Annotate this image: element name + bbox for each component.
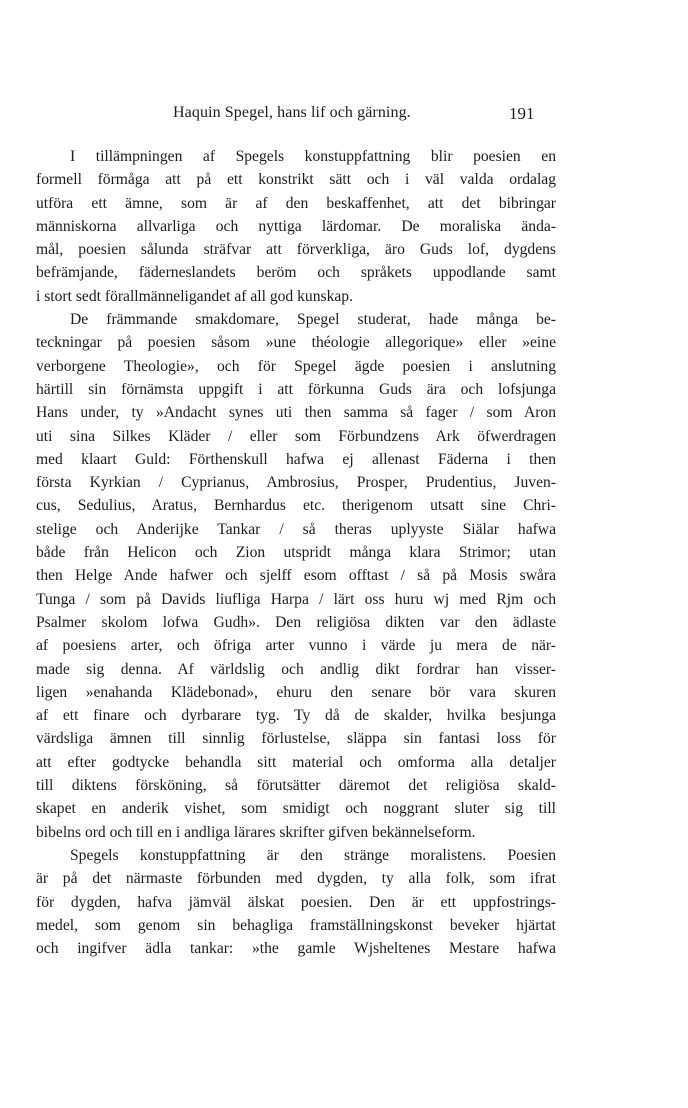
running-title: Haquin Spegel, hans lif och gärning. bbox=[173, 104, 411, 121]
text-line: mål, poesien sålunda sträfvar att förverkliga, äro Guds lof, dygdens bbox=[36, 241, 556, 259]
text-line: De främmande smakdomare, Spegel studerat, hade många be- bbox=[70, 311, 556, 329]
page-number: 191 bbox=[509, 104, 535, 123]
text-line: Psalmer skolom lofwa Gudh». Den religiösa dikten var den ädlaste bbox=[36, 613, 556, 631]
text-line: Spegels konstuppfattning är den stränge moralistens. Poesien bbox=[70, 846, 556, 864]
text-line: skapet en anderik vishet, som smidigt och noggrant sluter sig till bbox=[36, 800, 556, 818]
text-line: I tillämpningen af Spegels konstuppfattning blir poesien en bbox=[70, 148, 556, 165]
text-line: med klaart Guld: Förthenskull hafwa ej allenast Fäderna i then bbox=[36, 450, 556, 468]
text-line: människorna allvarliga och nyttiga lärdomar. De moraliska ända- bbox=[36, 217, 556, 235]
text-line: att efter godtycke behandla sitt material och omforma alla detaljer bbox=[36, 753, 556, 771]
text-line: stelige och Anderijke Tankar / så theras uplyyste Siälar hafwa bbox=[36, 520, 556, 538]
running-head bbox=[0, 104, 688, 128]
text-line: ligen »enahanda Klädebonad», ehuru den senare bör vara skuren bbox=[36, 683, 556, 701]
text-line: till diktens försköning, så förutsätter däremot det religiösa skald- bbox=[36, 777, 556, 795]
text-line: made sig denna. Af världslig och andlig dikt fordrar han visser- bbox=[36, 660, 556, 678]
text-line: teckningar på poesien såsom »une théologie allegorique» eller »eine bbox=[36, 334, 556, 352]
text-line: af poesiens arter, och öfriga arter vunno i värde ju mera de när- bbox=[36, 637, 556, 655]
text-line: är på det närmaste förbunden med dygden, ty alla folk, som ifrat bbox=[36, 870, 556, 888]
text-line: cus, Sedulius, Aratus, Bernhardus etc. therigenom utsatt sine Chri- bbox=[36, 497, 556, 515]
text-line: bibelns ord och till en i andliga lärares skrifter gifven bekännelseform. bbox=[36, 823, 476, 841]
text-line: af ett finare och dyrbarare tyg. Ty då de skalder, hvilka besjunga bbox=[36, 707, 556, 725]
body-text bbox=[36, 145, 556, 960]
text-line: i stort sedt förallmänneligandet af all god kunskap. bbox=[36, 287, 353, 305]
text-line: och ingifver ädla tankar: »the gamle Wjsheltenes Mestare hafwa bbox=[36, 940, 556, 958]
text-line: utföra ett ämne, som är af den beskaffenhet, att det bibringar bbox=[36, 194, 556, 212]
text-line: Hans under, ty »Andacht synes uti then samma så fager / som Aron bbox=[36, 404, 556, 422]
text-line: för dygden, hafva jämväl älskat poesien. Den är ett uppfostrings- bbox=[36, 893, 556, 911]
text-line: uti sina Silkes Kläder / eller som Förbundzens Ark öfwerdragen bbox=[36, 427, 556, 445]
text-line: värdsliga ämnen till sinnlig förlustelse, släppa sin fantasi loss för bbox=[36, 730, 556, 748]
text-line: befrämjande, fäderneslandets beröm och språkets uppodlande samt bbox=[36, 264, 556, 282]
text-line: medel, som genom sin behagliga framställningskonst beveker hjärtat bbox=[36, 916, 556, 934]
text-line: Tunga / som på Davids liufliga Harpa / lärt oss huru wj med Rjm och bbox=[36, 590, 556, 608]
text-line: härtill sin förnämsta uppgift i att förkunna Guds ära och lofsjunga bbox=[36, 380, 556, 398]
text-line: verborgene Theologie», och för Spegel ägde poesien i anslutning bbox=[36, 357, 556, 375]
text-line: både från Helicon och Zion utspridt många klara Strimor; utan bbox=[36, 544, 556, 562]
text-line: första Kyrkian / Cyprianus, Ambrosius, Prosper, Prudentius, Juven- bbox=[36, 474, 556, 492]
text-line: formell förmåga att på ett konstrikt sätt och i väl valda ordalag bbox=[36, 171, 556, 189]
text-line: then Helge Ande hafwer och sjelff esom offtast / så på Mosis swåra bbox=[36, 567, 556, 585]
